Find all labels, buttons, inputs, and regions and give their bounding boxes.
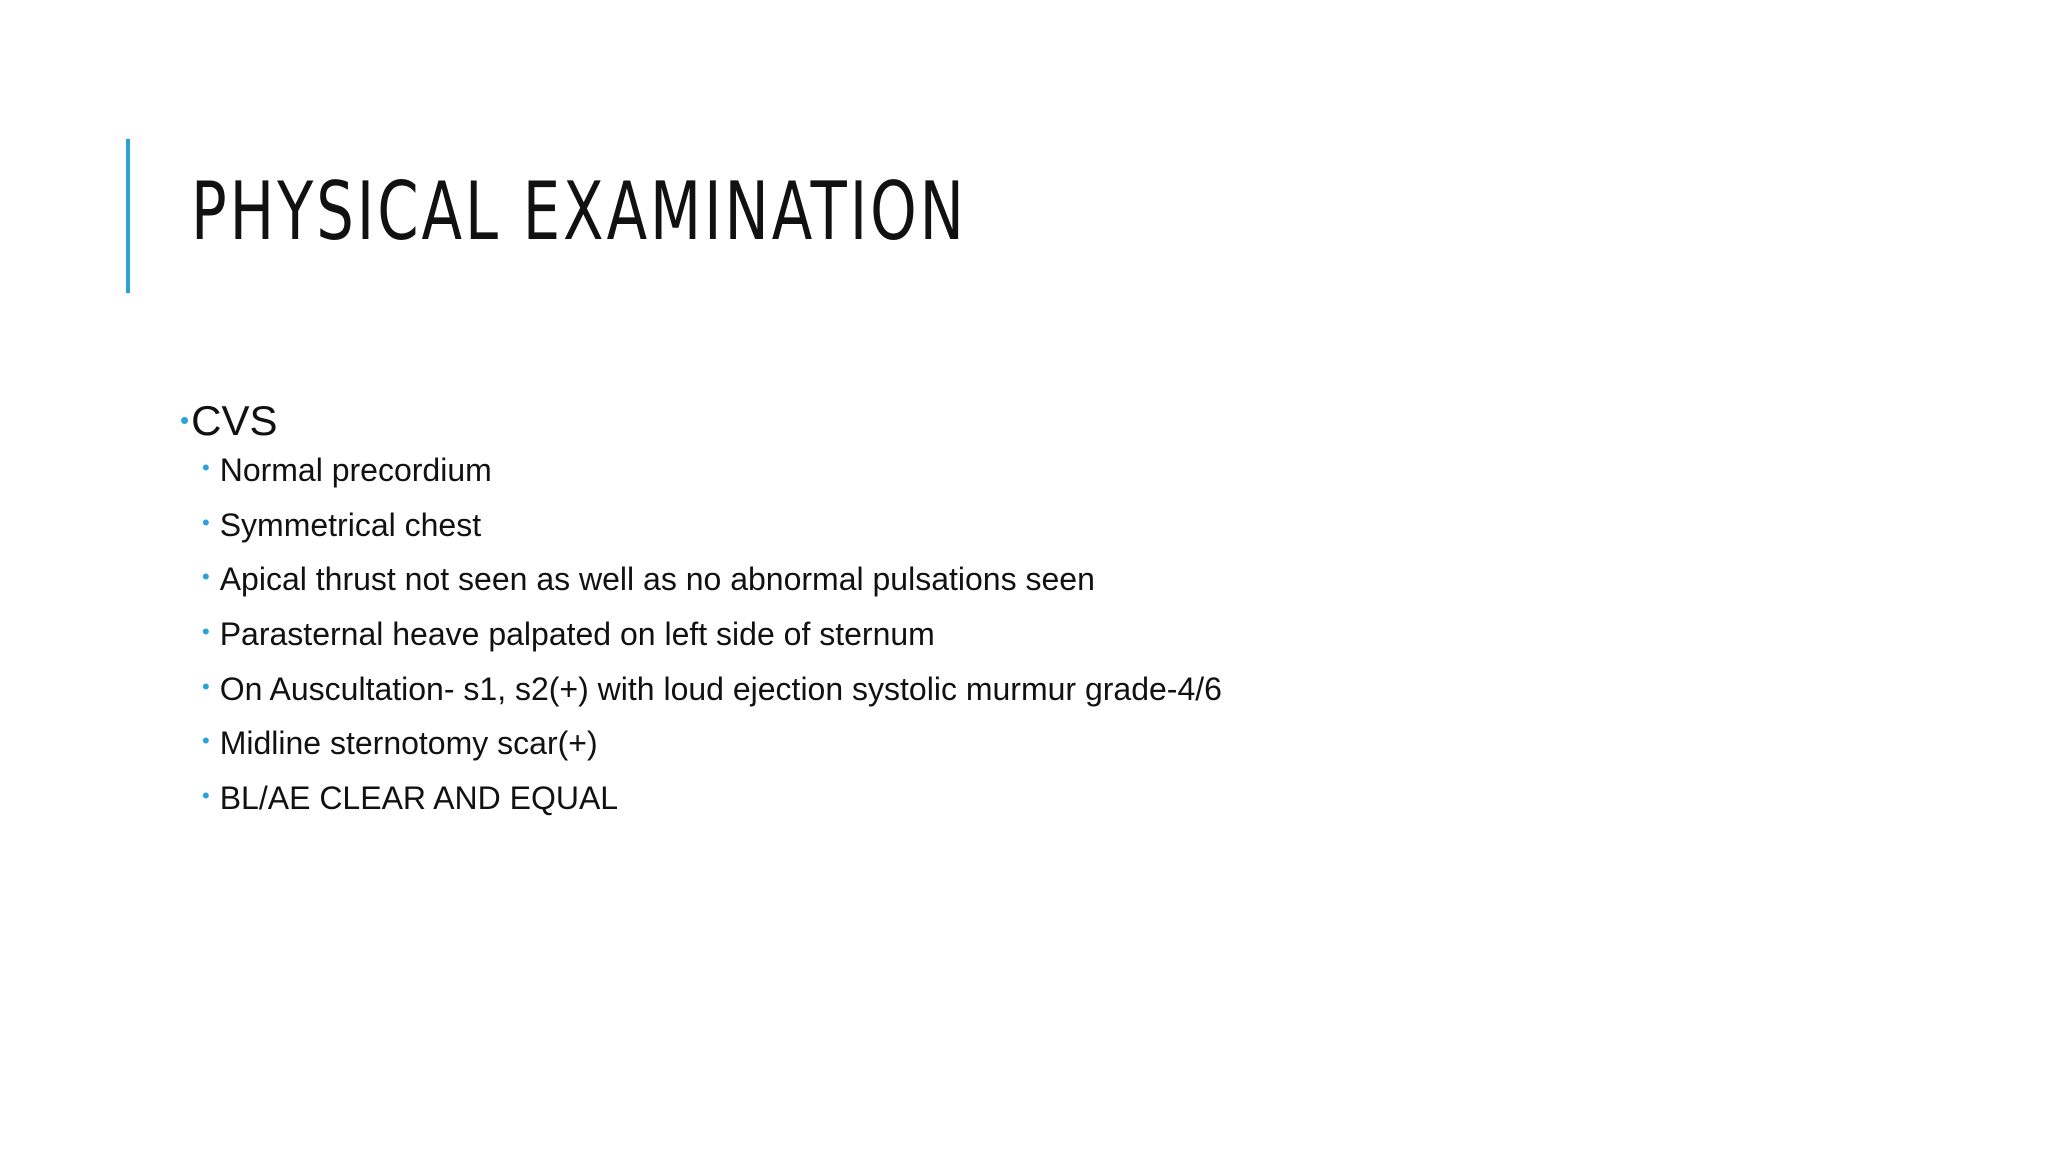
finding-text: Parasternal heave palpated on left side of sternum: [219, 616, 935, 653]
bullet-icon: •: [202, 728, 210, 754]
finding-text: Symmetrical chest: [219, 506, 482, 543]
finding-list: [180, 450, 1880, 833]
bullet-icon: •: [202, 564, 210, 590]
bullet-icon: •: [202, 783, 210, 809]
slide-title: PHYSICAL EXAMINATION: [191, 165, 967, 258]
bullet-icon: •: [202, 619, 210, 645]
section-heading: CVS: [191, 397, 278, 444]
list-item: [202, 723, 1880, 778]
list-item: [202, 505, 1880, 560]
finding-text: On Auscultation- s1, s2(+) with loud ejection systolic murmur grade-4/6: [219, 670, 1222, 707]
finding-text: BL/AE CLEAR AND EQUAL: [219, 780, 619, 817]
finding-text: Midline sternotomy scar(+): [219, 725, 598, 762]
title-accent-bar: [126, 139, 130, 293]
list-item: [202, 450, 1880, 505]
list-item: [202, 778, 1880, 833]
list-item: [202, 669, 1880, 724]
list-item: [202, 614, 1880, 669]
list-item: [202, 559, 1880, 614]
finding-text: Normal precordium: [219, 452, 492, 488]
bullet-icon: •: [202, 509, 210, 535]
section-heading-row: [180, 396, 1880, 450]
bullet-icon: •: [180, 405, 190, 435]
bullet-icon: •: [202, 455, 210, 480]
slide-content: [180, 396, 1880, 833]
finding-text: Apical thrust not seen as well as no abnormal pulsations seen: [219, 561, 1095, 598]
bullet-icon: •: [202, 673, 210, 699]
